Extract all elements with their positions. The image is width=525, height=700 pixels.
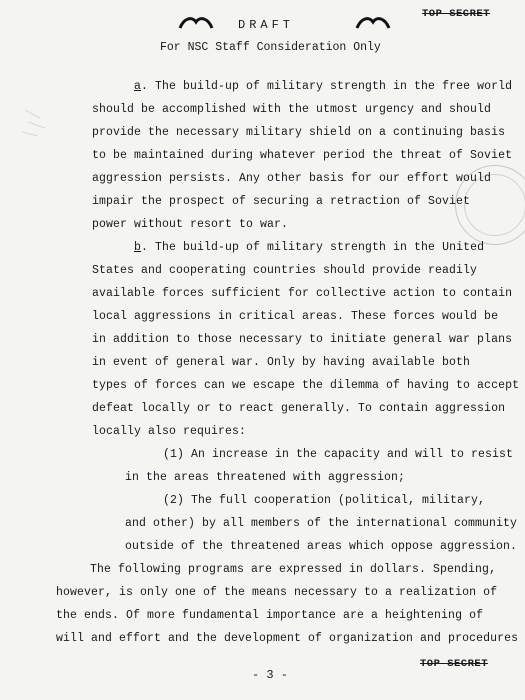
body-line — [92, 218, 288, 232]
line-text: States and cooperating countries should provide readily — [92, 264, 478, 277]
body-line — [163, 448, 513, 462]
line-text: local aggressions in critical areas. These forces would be — [92, 310, 499, 323]
draft-subtitle: For NSC Staff Consideration Only — [160, 41, 381, 54]
body-line — [92, 425, 246, 439]
body-line — [92, 264, 477, 278]
body-line — [125, 471, 405, 485]
line-text: provide the necessary military shield on a continuing basis — [92, 126, 506, 139]
body-line — [163, 494, 485, 508]
line-text: (1) An increase in the capacity and will to resist — [163, 448, 514, 461]
line-text: . The build-up of military strength in the United — [141, 241, 485, 254]
body-line — [56, 632, 518, 646]
body-line — [56, 586, 497, 600]
body-line — [92, 287, 512, 301]
body-line — [92, 333, 512, 347]
line-text: impair the prospect of securing a retraction of Soviet — [92, 195, 471, 208]
line-text: The following programs are expressed in dollars. Spending, — [90, 563, 497, 576]
body-line — [92, 103, 491, 117]
line-text: in event of general war. Only by having available both — [92, 356, 471, 369]
body-line — [92, 195, 470, 209]
body-line — [92, 402, 505, 416]
margin-smudge — [20, 100, 60, 140]
line-text: in the areas threatened with aggression; — [125, 471, 406, 484]
page-number: - 3 - — [252, 668, 289, 682]
body-line — [92, 356, 470, 370]
line-text: . The build-up of military strength in the free world — [141, 80, 513, 93]
line-text: available forces sufficient for collective action to contain — [92, 287, 513, 300]
draft-heading: DRAFT — [238, 18, 295, 32]
body-line — [134, 80, 512, 94]
paragraph-label: a — [134, 80, 142, 93]
line-text: types of forces can we escape the dilemma of having to accept — [92, 379, 520, 392]
classification-top: TOP SECRET — [422, 8, 491, 20]
body-line — [92, 149, 512, 163]
line-text: locally also requires: — [92, 425, 247, 438]
line-text: defeat locally or to react generally. To contain aggression — [92, 402, 506, 415]
body-line — [125, 517, 517, 531]
body-line — [125, 540, 517, 554]
line-text: however, is only one of the means necessary to a realization of — [56, 586, 498, 599]
line-text: power without resort to war. — [92, 218, 289, 231]
line-text: should be accomplished with the utmost urgency and should — [92, 103, 492, 116]
classification-bottom: TOP SECRET — [420, 658, 489, 670]
line-text: and other) by all members of the international community — [125, 517, 518, 530]
right-brace-mark — [355, 14, 391, 30]
body-line — [90, 563, 496, 577]
line-text: aggression persists. Any other basis for our effort would — [92, 172, 492, 185]
body-line — [92, 172, 491, 186]
line-text: (2) The full cooperation (political, military, — [163, 494, 486, 507]
line-text: the ends. Of more fundamental importance are a heightening of — [56, 609, 484, 622]
body-line — [92, 126, 505, 140]
body-line — [92, 379, 519, 393]
body-line — [92, 310, 498, 324]
line-text: outside of the threatened areas which oppose aggression. — [125, 540, 518, 553]
left-brace-mark — [178, 14, 214, 30]
body-line — [134, 241, 484, 255]
line-text: in addition to those necessary to initiate general war plans — [92, 333, 513, 346]
line-text: to be maintained during whatever period the threat of Soviet — [92, 149, 513, 162]
line-text: will and effort and the development of organization and procedures — [56, 632, 519, 645]
paragraph-label: b — [134, 241, 142, 254]
body-line — [56, 609, 483, 623]
